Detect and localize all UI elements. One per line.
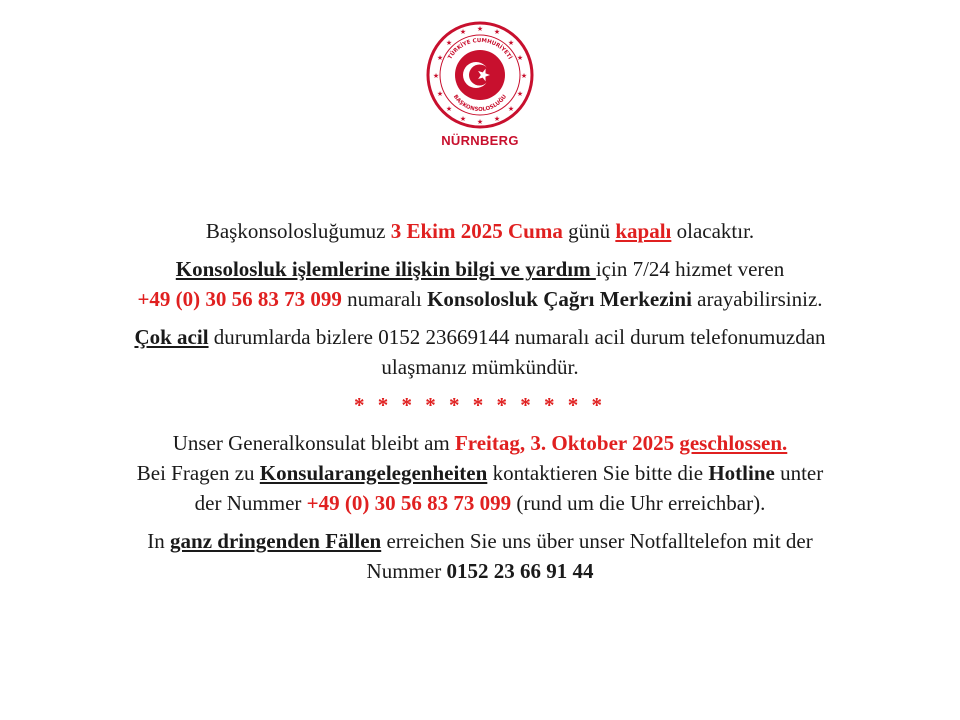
text: der Nummer — [194, 491, 307, 515]
svg-text:★: ★ — [507, 105, 515, 113]
hotline-label-de: Hotline — [708, 461, 775, 485]
consular-topic-de: Konsularangelegenheiten — [259, 461, 488, 485]
svg-text:★: ★ — [520, 72, 528, 80]
announcement-body — [20, 216, 940, 594]
tr-hotline-paragraph — [20, 254, 940, 314]
hotline-phone-tr: +49 (0) 30 56 83 73 099 — [137, 287, 342, 311]
call-center-name-tr: Konsolosluk Çağrı Merkezini — [427, 287, 692, 311]
closure-date-de: Freitag, 3. Oktober 2025 — [454, 431, 675, 455]
svg-text:★: ★ — [516, 90, 524, 98]
tr-closure-paragraph — [20, 216, 940, 246]
closed-word-de: geschlossen. — [679, 431, 788, 455]
text: olacaktır. — [671, 219, 755, 243]
consulate-logo — [0, 20, 960, 148]
svg-text:★: ★ — [445, 105, 453, 113]
text: için 7/24 hizmet veren — [595, 257, 785, 281]
text: ulaşmanız mümkündür. — [381, 355, 579, 379]
text: günü — [562, 219, 616, 243]
svg-text:★: ★ — [493, 115, 501, 123]
svg-text:★: ★ — [516, 54, 524, 62]
text: numaralı — [341, 287, 428, 311]
de-emergency-paragraph — [20, 526, 940, 586]
logo-city-name: NÜRNBERG — [441, 133, 519, 148]
text: In — [147, 529, 171, 553]
svg-text:★: ★ — [459, 28, 467, 36]
svg-text:★: ★ — [436, 90, 444, 98]
text: Nummer — [366, 559, 447, 583]
text: kontaktieren Sie bitte die — [487, 461, 709, 485]
de-hotline-paragraph — [20, 458, 940, 518]
svg-text:★: ★ — [445, 39, 453, 47]
hotline-phone-de: +49 (0) 30 56 83 73 099 — [306, 491, 512, 515]
svg-text:BAŞKONSOLOSLUĞU: BAŞKONSOLOSLUĞU — [451, 93, 509, 114]
text: erreichen Sie uns über unser Notfalltelefon mit der — [381, 529, 813, 553]
language-separator: * * * * * * * * * * * — [354, 393, 606, 417]
emergency-phone-de: 0152 23 66 91 44 — [446, 559, 594, 583]
text: durumlarda bizlere 0152 23669144 numaralı acil durum telefonumuzdan — [208, 325, 826, 349]
svg-text:TÜRKİYE CUMHURİYETİ: TÜRKİYE CUMHURİYETİ — [447, 37, 513, 61]
closure-date-tr: 3 Ekim 2025 Cuma — [390, 219, 563, 243]
urgent-label-de: ganz dringenden Fällen — [170, 529, 382, 553]
svg-text:★: ★ — [432, 72, 440, 80]
text: arayabilirsiniz. — [691, 287, 823, 311]
de-closure-paragraph — [20, 428, 940, 458]
svg-text:★: ★ — [507, 39, 515, 47]
text: Unser Generalkonsulat bleibt am — [172, 431, 455, 455]
svg-text:★: ★ — [476, 118, 484, 126]
turkish-crescent-star-seal-icon — [425, 20, 535, 130]
consular-info-link-tr: Konsolosluk işlemlerine ilişkin bilgi ve yardım — [175, 257, 596, 281]
text: Bei Fragen zu — [136, 461, 260, 485]
urgent-label-tr: Çok acil — [134, 325, 209, 349]
svg-text:★: ★ — [436, 54, 444, 62]
svg-text:★: ★ — [459, 115, 467, 123]
svg-text:★: ★ — [493, 28, 501, 36]
text: (rund um die Uhr erreichbar). — [511, 491, 766, 515]
svg-text:★: ★ — [476, 25, 484, 33]
text: Başkonsolosluğumuz — [205, 219, 391, 243]
closed-word-tr: kapalı — [615, 219, 672, 243]
text: unter — [774, 461, 824, 485]
tr-emergency-paragraph — [20, 322, 940, 382]
